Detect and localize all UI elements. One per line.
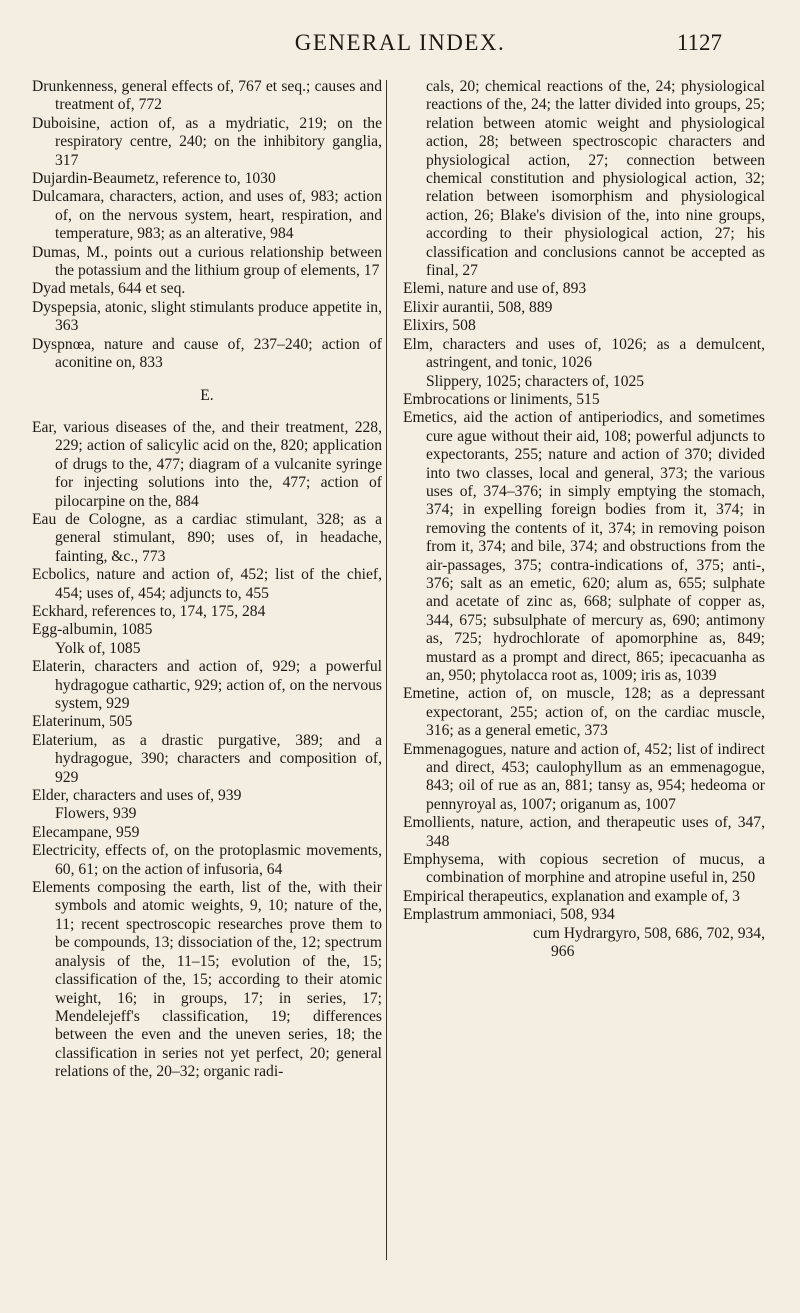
right-column bbox=[403, 78, 765, 962]
index-entry: Egg-albumin, 1085 bbox=[32, 621, 153, 639]
index-entry: Elixir aurantii, 508, 889 bbox=[403, 298, 553, 316]
index-entry: Ear, various diseases of the, and their treatment, 228, 229; action of salicylic acid on the, 820; application of drugs to the, 477; diagram of a vulcanite syringe for injecting solutions into the, 477; action of pilocarpine on the, 884 bbox=[32, 418, 382, 510]
index-entry: Emetics, aid the action of antiperiodics, and sometimes cure ague without their aid, 108; powerful adjuncts to expectorants, 255; nature and action of 370; divided into two classes, local and general, 373; the various uses of, 374–376; in simply emptying the stomach, 374; in expelling foreign bodies from it, 374; in removing the contents of it, 374; in removing poison from it, 374; and bile, 374; and obstructions from the air-passages, 375; contra-indications of, 375; anti-, 376; salt as an emetic, 620; alum as, 655; sulphate and acetate of zinc as, 668; sulphate of copper as, 344, 675; subsulphate of mercury as, 690; antimony as, 725; hydrochlorate of apomorphine as, 849; mustard as a prompt and direct, 865; ipecacuanha as an, 950; phytolacca root as, 1009; iris as, 1039 bbox=[403, 409, 765, 684]
index-entry: Emollients, nature, action, and therapeutic uses of, 347, 348 bbox=[403, 814, 765, 850]
index-subentry: Slippery, 1025; characters of, 1025 bbox=[426, 372, 645, 390]
index-entry: Emphysema, with copious secretion of mucus, a combination of morphine and atropine useful in, 250 bbox=[403, 851, 765, 887]
index-entry: Electricity, effects of, on the protoplasmic movements, 60, 61; on the action of infusoria, 64 bbox=[32, 842, 382, 878]
running-title: GENERAL INDEX. bbox=[294, 30, 506, 55]
index-entry: Dujardin-Beaumetz, reference to, 1030 bbox=[32, 170, 276, 188]
page-number: 1127 bbox=[676, 30, 722, 55]
index-entry: Eckhard, references to, 174, 175, 284 bbox=[32, 602, 266, 620]
index-entry: Eau de Cologne, as a cardiac stimulant, 328; as a general stimulant, 890; uses of, in headache, fainting, &c., 773 bbox=[32, 510, 382, 565]
index-subentry: Flowers, 939 bbox=[55, 805, 137, 823]
index-entry: Duboisine, action of, as a mydriatic, 219; on the respiratory centre, 240; on the inhibitory ganglia, 317 bbox=[32, 114, 382, 169]
index-entry: Elder, characters and uses of, 939 bbox=[32, 787, 242, 805]
index-entry: Elm, characters and uses of, 1026; as a demulcent, astringent, and tonic, 1026 bbox=[403, 335, 765, 372]
index-entry: Dyspnœa, nature and cause of, 237–240; action of aconitine on, 833 bbox=[32, 335, 382, 372]
page-header bbox=[0, 30, 800, 60]
index-entry: Elemi, nature and use of, 893 bbox=[403, 280, 587, 298]
index-entry: Ecbolics, nature and action of, 452; list of the chief, 454; uses of, 454; adjuncts to, 455 bbox=[32, 566, 382, 602]
index-entry: Dyad metals, 644 et seq. bbox=[32, 280, 186, 298]
index-entry: Elecampane, 959 bbox=[32, 823, 140, 841]
index-entry: Dyspepsia, atonic, slight stimulants produce appetite in, 363 bbox=[32, 298, 382, 335]
index-entry: Drunkenness, general effects of, 767 et seq.; causes and treatment of, 772 bbox=[32, 78, 382, 114]
index-entry-continuation: cals, 20; chemical reactions of the, 24; physiological reactions of the, 24; the latter divided into groups, 25; relation between atomic weight and physiological action, 28; between spectroscopic characters and physiological action, 27; connection between chemical constitution and physiological action, 32; relation between isomorphism and physiological action, 26; Blake's division of the, into nine groups, according to their physiological action, 27; his classification and conclusions cannot be accepted as final, 27 bbox=[426, 78, 765, 280]
index-subentry: cum Hydrargyro, 508, 686, 702, 934, 966 bbox=[533, 924, 765, 961]
index-entry: Emetine, action of, on muscle, 128; as a depressant expectorant, 255; action of, on the cardiac muscle, 316; as a general emetic, 373 bbox=[403, 685, 765, 740]
index-entry: Elaterinum, 505 bbox=[32, 713, 133, 731]
index-entry: Elements composing the earth, list of the, with their symbols and atomic weights, 9, 10; nature of the, 11; recent spectroscopic researches prove them to be compounds, 13; dissociation of the, 12; spectrum analysis of the, 11–15; evolution of the, 15; classification of the, 15; according to their atomic weight, 16; in groups, 17; in series, 17; Mendelejeff's classification, 19; differences between the even and the uneven series, 18; the classification in series not yet perfect, 20; general relations of the, 20–32; organic radi- bbox=[32, 879, 382, 1081]
index-entry: Dulcamara, characters, action, and uses of, 983; action of, on the nervous system, heart, respiration, and temperature, 983; as an alterative, 984 bbox=[32, 188, 382, 243]
index-entry: Embrocations or liniments, 515 bbox=[403, 390, 600, 408]
index-entry: Elaterin, characters and action of, 929; a powerful hydragogue cathartic, 929; action of, on the nervous system, 929 bbox=[32, 658, 382, 712]
index-entry: Empirical therapeutics, explanation and example of, 3 bbox=[403, 887, 740, 905]
section-letter: E. bbox=[200, 386, 214, 404]
index-entry: Elixirs, 508 bbox=[403, 317, 476, 335]
index-subentry: Yolk of, 1085 bbox=[55, 639, 141, 657]
column-divider bbox=[386, 80, 387, 1260]
index-entry: Emplastrum ammoniaci, 508, 934 bbox=[403, 906, 615, 924]
index-entry: Dumas, M., points out a curious relationship between the potassium and the lithium group of elements, 17 bbox=[32, 243, 382, 280]
left-column bbox=[32, 78, 382, 1082]
index-entry: Emmenagogues, nature and action of, 452; list of indirect and direct, 453; caulophyllum as an emmenagogue, 843; oil of rue as an, 881; tansy as, 954; hedeoma or pennyroyal as, 1007; origanum as, 1007 bbox=[403, 740, 765, 813]
index-entry: Elaterium, as a drastic purgative, 389; and a hydragogue, 390; characters and composition of, 929 bbox=[32, 731, 382, 786]
